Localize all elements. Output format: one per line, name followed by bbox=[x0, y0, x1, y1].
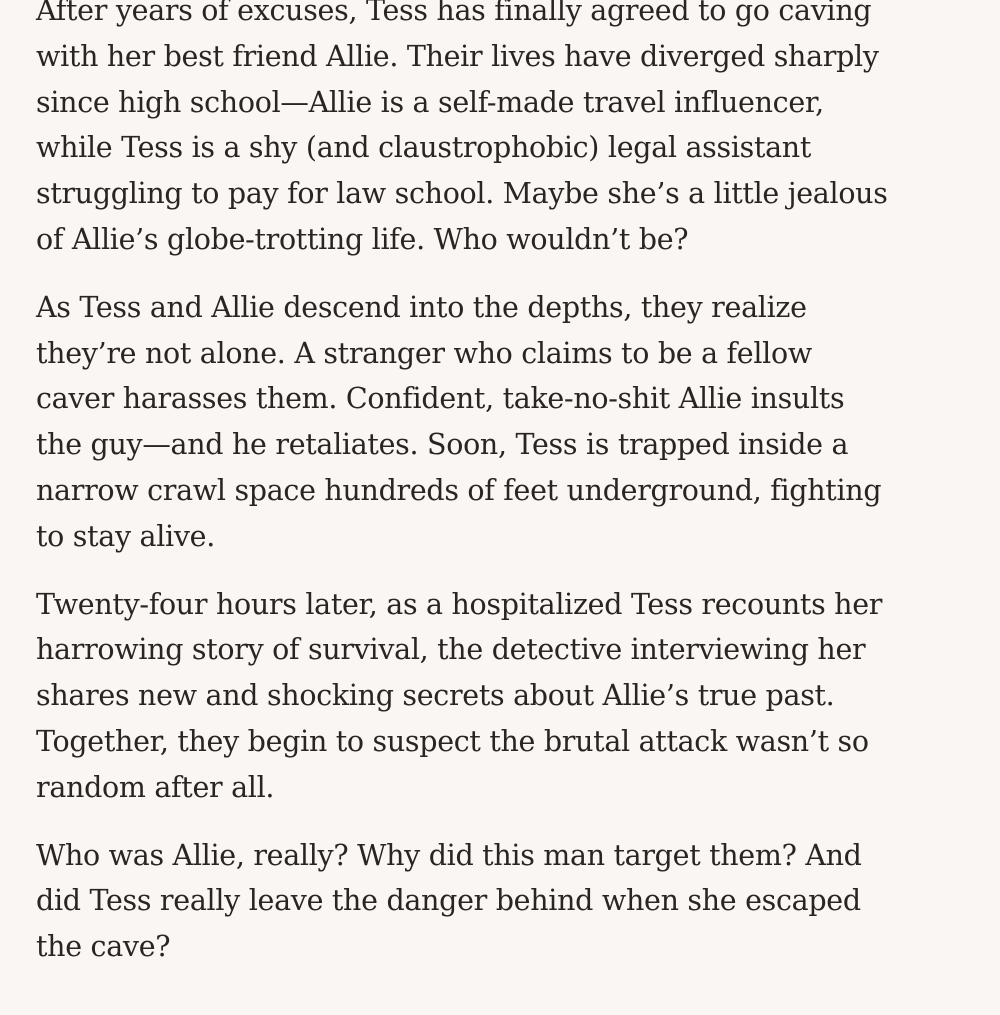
text-line: struggling to pay for law school. Maybe she’s a little jealous bbox=[36, 177, 888, 211]
description-paragraph-3 bbox=[36, 582, 976, 811]
description-paragraph-2 bbox=[36, 285, 976, 560]
text-line: with her best friend Allie. Their lives have diverged sharply bbox=[36, 39, 879, 73]
text-line: the guy—and he retaliates. Soon, Tess is trapped inside a bbox=[36, 428, 849, 462]
text-line: After years of excuses, Tess has finally agreed to go caving bbox=[36, 0, 872, 27]
text-line: Twenty-four hours later, as a hospitalized Tess recounts her bbox=[36, 587, 883, 621]
text-line: narrow crawl space hundreds of feet underground, fighting bbox=[36, 473, 882, 507]
text-line: As Tess and Allie descend into the depths, they realize bbox=[36, 290, 807, 324]
text-line: since high school—Allie is a self-made travel influencer, bbox=[36, 85, 824, 119]
text-line: to stay alive. bbox=[36, 519, 215, 553]
description-paragraph-4 bbox=[36, 833, 976, 970]
text-line: harrowing story of survival, the detective interviewing her bbox=[36, 633, 866, 667]
text-line: while Tess is a shy (and claustrophobic) legal assistant bbox=[36, 131, 812, 165]
text-line: the cave? bbox=[36, 930, 171, 964]
text-line: of Allie’s globe-trotting life. Who wouldn’t be? bbox=[36, 222, 689, 256]
text-line: random after all. bbox=[36, 770, 275, 804]
text-line: caver harasses them. Confident, take-no-shit Allie insults bbox=[36, 382, 845, 416]
text-line: they’re not alone. A stranger who claims to be a fellow bbox=[36, 336, 812, 370]
text-line: Who was Allie, really? Why did this man target them? And bbox=[36, 838, 862, 872]
text-line: shares new and shocking secrets about Allie’s true past. bbox=[36, 679, 835, 713]
text-line: Together, they begin to suspect the brutal attack wasn’t so bbox=[36, 724, 869, 758]
description-paragraph-1 bbox=[36, 0, 976, 263]
book-description bbox=[36, 0, 976, 992]
text-line: did Tess really leave the danger behind when she escaped bbox=[36, 884, 861, 918]
